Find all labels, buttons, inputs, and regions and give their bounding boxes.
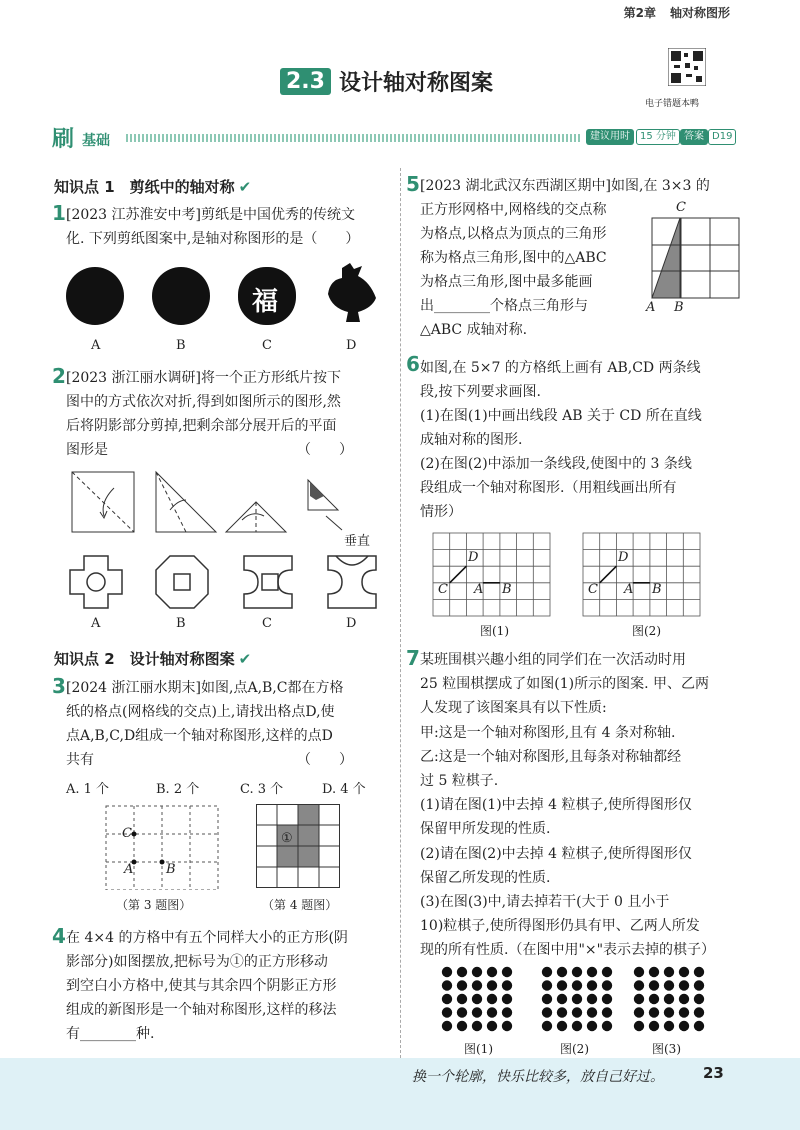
papercut-fu-glyph: 福 [252,287,279,317]
q2-option-b: B [176,616,186,631]
go-stone[interactable] [472,1007,482,1017]
go-stone[interactable] [442,1021,452,1031]
papercut-d-rooster-image [322,262,380,328]
q3-line: [2024 浙江丽水期末]如图,点A,B,C都在方格 [66,680,344,696]
footer-slogan: 换一个轮廓，快乐比较多，放自己好过。 [412,1069,664,1085]
go-stone[interactable] [502,967,512,977]
go-stone[interactable] [472,994,482,1004]
q2-answer-shapes-figure [66,552,386,618]
go-stone[interactable] [664,1007,674,1017]
lesson-title-text: 设计轴对称图案 [338,71,493,96]
q1-option-d: D [346,338,357,353]
go-stone[interactable] [664,994,674,1004]
go-stone[interactable] [487,980,497,990]
answer-value: D19 [708,129,736,145]
go-stone[interactable] [649,1021,659,1031]
go-stone[interactable] [442,967,452,977]
q3-line: 共有 （ ） [66,752,353,768]
q7-line: (1)请在图(1)中去掉 4 粒棋子,使所得图形仅 [420,797,692,814]
q2-vertical-label: 垂直 [344,534,371,549]
go-stone[interactable] [602,1007,612,1017]
qr-code-icon[interactable] [668,48,706,86]
section-bar [52,126,742,150]
go-stone[interactable] [649,1007,659,1017]
go-stone[interactable] [679,980,689,990]
go-stone[interactable] [602,980,612,990]
go-stone[interactable] [634,980,644,990]
go-stone[interactable] [472,980,482,990]
go-stone[interactable] [557,994,567,1004]
q4-figure-caption: （第 4 题图） [262,898,338,912]
q5-point-a: A [646,300,656,315]
go-stone[interactable] [542,967,552,977]
q4-grid-figure [256,804,340,888]
q7-fig1-caption: 图(1) [464,1042,493,1056]
go-stone[interactable] [664,980,674,990]
q5-number: 5 [406,172,420,196]
q7-line: 现的所有性质.（在图中用"×"表示去掉的棋子） [420,942,716,959]
chapter-title: 轴对称图形 [669,6,730,20]
q4-circle-one-label: ① [281,831,293,846]
q4-line: 在 4×4 的方格中有五个同样大小的正方形(阴 [66,930,348,946]
q2-line: 后将阴影部分剪掉,把剩余部分展开后的平面 [66,418,337,434]
q7-line: (2)请在图(2)中去掉 4 粒棋子,使所得图形仅 [420,845,692,862]
q6-fig2-point-b: B [652,582,662,597]
q6-line: 段组成一个轴对称图形.（用粗线画出所有 [420,480,677,496]
footer-band [0,1058,800,1130]
q2-line: 图中的方式依次对折,得到如图所示的图形,然 [66,394,341,410]
q5-line: 出________个格点三角形与 [420,298,588,314]
q1-option-a: A [91,338,101,353]
papercut-c-image [238,267,296,325]
q2-line: [2023 浙江丽水调研]将一个正方形纸片按下 [66,370,342,386]
go-stone[interactable] [572,980,582,990]
page-number: 23 [703,1064,724,1082]
answer-label: 答案 [680,129,708,145]
q3-number: 3 [52,674,66,698]
q5-line: △ABC 成轴对称. [420,322,528,338]
go-stone[interactable] [472,1021,482,1031]
q7-text [420,648,715,963]
q1-text [66,203,359,251]
go-stone[interactable] [572,994,582,1004]
knowledge-point-1 [54,176,251,197]
go-stone[interactable] [694,980,704,990]
q2-folding-steps-figure [70,470,390,540]
go-stone[interactable] [679,967,689,977]
q7-line: 10)粒棋子,使所得图形仍具有甲、乙两人所发 [420,918,700,935]
lesson-number: 2.3 [280,68,331,95]
column-divider [400,168,401,1058]
q7-line: 乙:这是一个轴对称图形,且每条对称轴都经 [420,748,682,765]
go-stone[interactable] [694,994,704,1004]
go-stone[interactable] [557,1021,567,1031]
q5-point-c: C [676,200,686,215]
go-stone[interactable] [587,1021,597,1031]
go-stone[interactable] [587,994,597,1004]
q3-option-b: B. 2 个 [156,782,200,797]
q7-line: 保留乙所发现的性质. [420,869,551,886]
q7-number: 7 [406,646,420,670]
go-stone[interactable] [587,980,597,990]
q5-line: [2023 湖北武汉东西湖区期中]如图,在 3×3 的 [420,178,710,194]
q7-figure-3-stones [632,966,706,1032]
q7-figure-2-stones [540,966,614,1032]
go-stone[interactable] [457,980,467,990]
q7-line: 某班围棋兴趣小组的同学们在一次活动时用 [420,652,686,668]
go-stone[interactable] [634,1007,644,1017]
q2-line: 图形是 （ ） [66,442,353,458]
go-stone[interactable] [664,1021,674,1031]
q7-line: 保留甲所发现的性质. [420,821,551,838]
q3-option-c: C. 3 个 [240,782,284,797]
q6-number: 6 [406,352,420,376]
q3-line: 纸的格点(网格线的交点)上,请找出格点D,使 [66,704,335,720]
q4-line: 影部分)如图摆放,把标号为①的正方形移动 [66,954,328,970]
go-stone[interactable] [457,967,467,977]
q6-fig1-point-a: A [474,582,484,597]
q2-text [66,366,353,462]
qr-caption: 电子错题本鸭 [645,99,700,109]
go-stone[interactable] [457,994,467,1004]
lesson-title [280,66,493,97]
q2-option-c: C [262,616,272,631]
q3-option-a: A. 1 个 [66,782,110,797]
go-stone[interactable] [694,1021,704,1031]
q4-line: 组成的新图形是一个轴对称图形,这样的移法 [66,1002,337,1018]
go-stone[interactable] [649,994,659,1004]
q3-figure-caption: （第 3 题图） [116,898,192,912]
go-stone[interactable] [487,994,497,1004]
q7-line: 过 5 粒棋子. [420,773,499,790]
q5-line: 称为格点三角形,图中的△ABC [420,250,607,266]
go-stone[interactable] [557,980,567,990]
go-stone[interactable] [442,980,452,990]
q6-line: (2)在图(2)中添加一条线段,使图中的 3 条线 [420,456,692,472]
q3-point-a: A [124,862,134,877]
go-stone[interactable] [587,1007,597,1017]
q6-fig1-point-c: C [438,582,448,597]
section-stripe [126,134,581,142]
q6-line: 情形） [420,504,462,520]
q6-fig1-caption: 图(1) [480,624,509,638]
go-stone[interactable] [679,994,689,1004]
go-stone[interactable] [572,1021,582,1031]
q6-fig1-point-d: D [468,550,479,565]
go-stone[interactable] [487,1021,497,1031]
q7-line: (3)在图(3)中,请去掉若干(大于 0 且小于 [420,894,670,911]
go-stone[interactable] [602,967,612,977]
q7-line: 人发现了该图案具有以下性质: [420,700,607,717]
kp1-text: 知识点 1 剪纸中的轴对称 [54,178,235,196]
go-stone[interactable] [502,994,512,1004]
go-stone[interactable] [557,967,567,977]
q5-line: 正方形网格中,网格线的交点称 [420,202,607,218]
go-stone[interactable] [602,1021,612,1031]
q5-line: 为格点,以格点为顶点的三角形 [420,226,607,242]
q3-point-b: B [166,862,176,877]
q5-line: 为格点三角形,图中最多能画 [420,274,593,290]
go-stone[interactable] [502,1021,512,1031]
time-label: 建议用时 [586,129,634,145]
go-stone[interactable] [602,994,612,1004]
go-stone[interactable] [572,967,582,977]
go-stone[interactable] [634,967,644,977]
go-stone[interactable] [542,994,552,1004]
time-value: 15 分钟 [636,129,680,145]
q4-text [66,926,348,1046]
check-icon: ✔ [238,178,252,196]
q4-line: 到空白小方格中,使其与其余四个阴影正方形 [66,978,337,994]
go-stone[interactable] [442,1007,452,1017]
q4-number: 4 [52,924,66,948]
section-label: 基础 [82,133,110,149]
q1-line: [2023 江苏淮安中考]剪纸是中国优秀的传统文 [66,207,356,223]
q5-point-b: B [674,300,684,315]
q7-figure-1-stones [440,966,514,1032]
q4-line: 有________种. [66,1026,155,1042]
go-stone[interactable] [679,1021,689,1031]
go-stone[interactable] [694,1007,704,1017]
go-stone[interactable] [542,1021,552,1031]
check-icon: ✔ [238,650,252,668]
q6-fig2-point-d: D [618,550,629,565]
q1-line: 化. 下列剪纸图案中,是轴对称图形的是（ ） [66,231,360,247]
knowledge-point-2 [54,648,251,669]
go-stone[interactable] [487,967,497,977]
q6-fig2-point-a: A [624,582,634,597]
papercut-b-image [152,267,210,325]
q6-fig1-point-b: B [502,582,512,597]
go-stone[interactable] [457,1021,467,1031]
q7-fig3-caption: 图(3) [652,1042,681,1056]
go-stone[interactable] [664,967,674,977]
q2-number: 2 [52,364,66,388]
chapter-number: 第2章 [623,6,656,20]
q6-line: 成轴对称的图形. [420,432,523,448]
q3-option-d: D. 4 个 [322,782,366,797]
go-stone[interactable] [587,967,597,977]
go-stone[interactable] [679,1007,689,1017]
go-stone[interactable] [649,980,659,990]
go-stone[interactable] [457,1007,467,1017]
q1-number: 1 [52,201,66,225]
q6-line: 如图,在 5×7 的方格纸上画有 AB,CD 两条线 [420,360,701,376]
kp2-text: 知识点 2 设计轴对称图案 [54,650,235,668]
go-stone[interactable] [649,967,659,977]
papercut-a-image [66,267,124,325]
q3-line: 点A,B,C,D组成一个轴对称图形,这样的点D [66,728,333,744]
q2-option-a: A [91,616,101,631]
go-stone[interactable] [557,1007,567,1017]
q3-point-c: C [122,826,132,841]
q2-option-d: D [346,616,357,631]
go-stone[interactable] [487,1007,497,1017]
go-stone[interactable] [472,967,482,977]
go-stone[interactable] [502,980,512,990]
q5-grid-figure [646,214,744,302]
q6-fig2-caption: 图(2) [632,624,661,638]
go-stone[interactable] [502,1007,512,1017]
go-stone[interactable] [572,1007,582,1017]
q6-figure-2-grid [582,532,702,618]
q7-line: 25 粒围棋摆成了如图(1)所示的图案. 甲、乙两 [420,676,709,693]
chapter-header [610,4,730,21]
go-stone[interactable] [442,994,452,1004]
q1-option-c: C [262,338,272,353]
q1-option-b: B [176,338,186,353]
q7-line: 甲:这是一个轴对称图形,且有 4 条对称轴. [420,724,676,741]
go-stone[interactable] [694,967,704,977]
q6-fig2-point-c: C [588,582,598,597]
q6-figure-1-grid [432,532,552,618]
q6-line: 段,按下列要求画图. [420,384,541,400]
q6-line: (1)在图(1)中画出线段 AB 关于 CD 所在直线 [420,408,702,424]
q3-dotted-grid-figure [104,804,220,890]
go-stone[interactable] [634,1021,644,1031]
section-icon: 刷 [52,127,75,152]
q6-text [420,356,702,524]
go-stone[interactable] [542,980,552,990]
q3-text [66,676,353,772]
go-stone[interactable] [634,994,644,1004]
q7-fig2-caption: 图(2) [560,1042,589,1056]
go-stone[interactable] [542,1007,552,1017]
